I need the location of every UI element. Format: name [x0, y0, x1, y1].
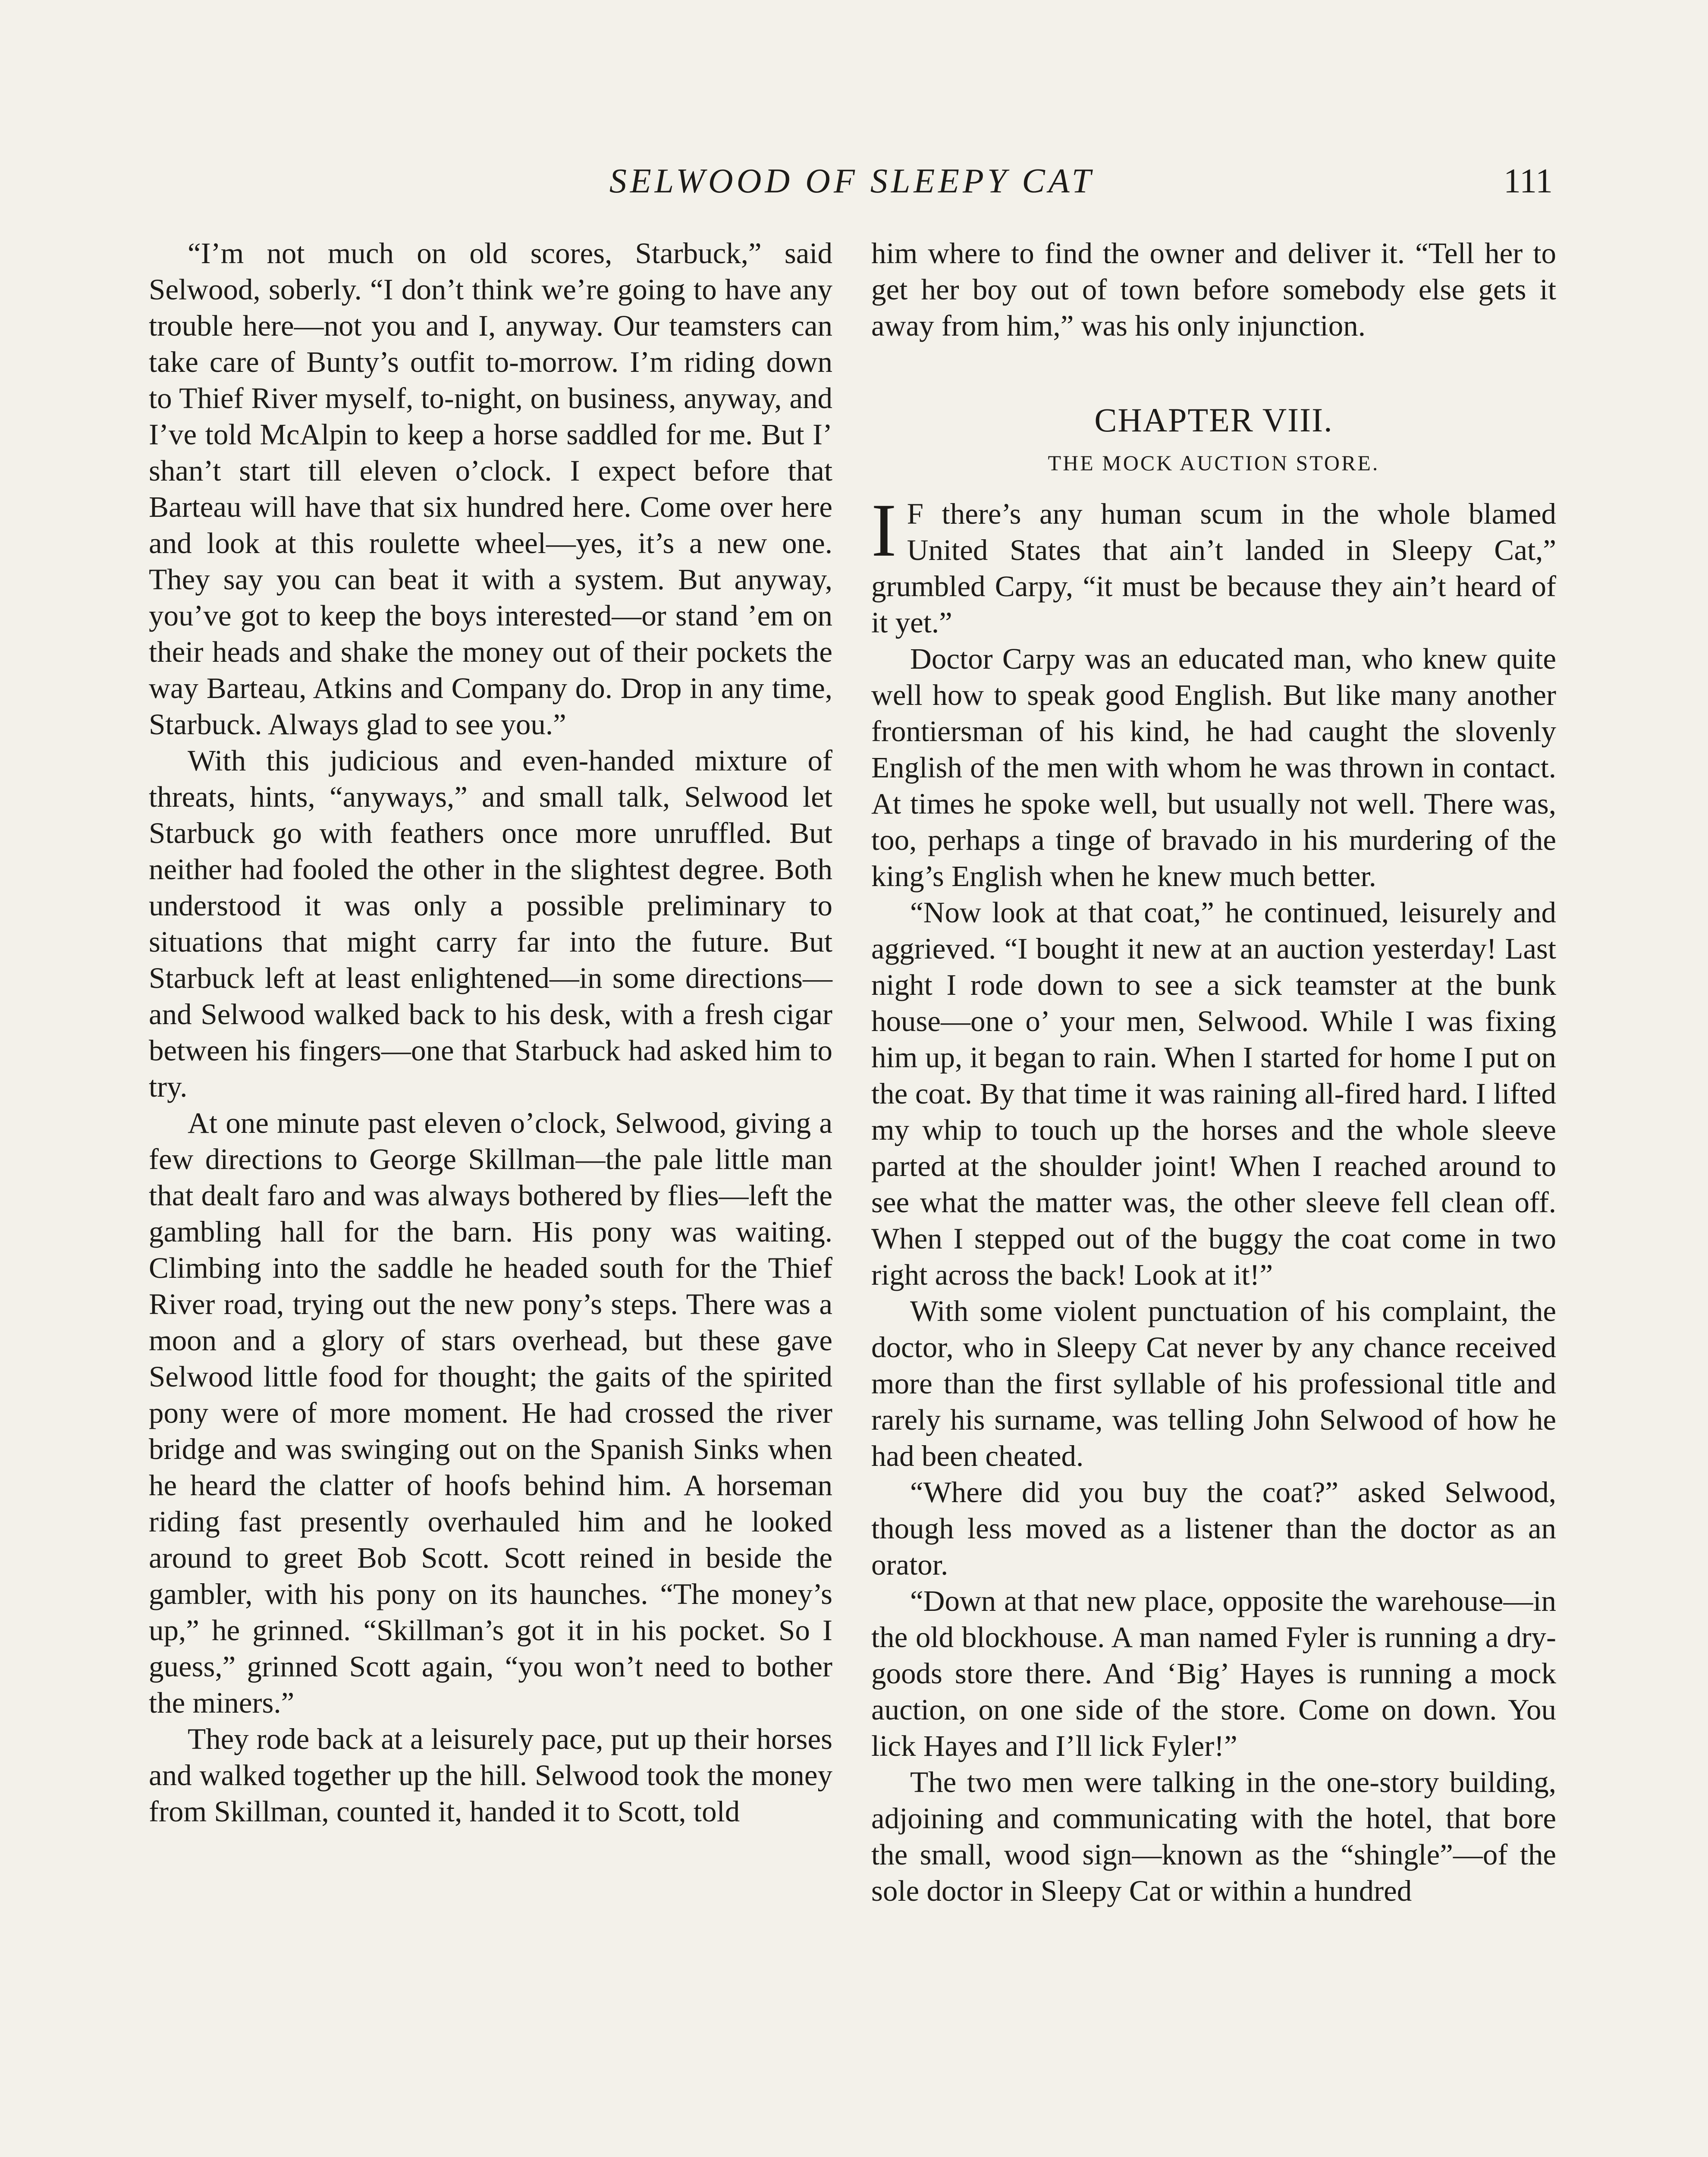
drop-cap: I — [871, 488, 897, 572]
chapter-title: CHAPTER VIII. — [1094, 401, 1333, 439]
paragraph: At one minute past eleven o’clock, Selwood, giving a few directions to George Skillman—the pale little man that dealt faro and was always bothered by flies—left the gambling hall for the barn. His pony was waiting. Climbing into the saddle he headed south for the Thief River road, trying out the new pony’s steps. There was a moon and a glory of stars overhead, but these gave Selwood little food for thought; the gaits of the spirited pony were of more moment. He had crossed the river bridge and was swinging out on the Spanish Sinks when he heard the clatter of hoofs behind him. A horseman riding fast presently overhauled him and he looked around to greet Bob Scott. Scott reined in beside the gambler, with his pony on its haunches. “The money’s up,” he grinned. “Skillman’s got it in his pocket. So I guess,” grinned Scott again, “you won’t need to bother the miners.” — [149, 1107, 832, 1719]
chapter-opening-text: F there’s any human scum in the whole blamed United States that ain’t landed in Sleepy Cat,” grumbled Carpy, “it must be because they ain’t heard of it yet.” — [871, 497, 1556, 639]
paragraph: They rode back at a leisurely pace, put up their horses and walked together up the hill. Selwood took the money from Skillman, counted it, handed it to Scott, told — [149, 1723, 832, 1828]
paragraph: With some violent punctuation of his complaint, the doctor, who in Sleepy Cat never by any chance received more than the first syllable of his professional title and rarely his surname, was telling John Selwood of how he had been cheated. — [871, 1295, 1556, 1472]
paragraph: Doctor Carpy was an educated man, who knew quite well how to speak good English. But like many another frontiersman of his kind, he had caught the slovenly English of the men with whom he was thrown in contact. At times he spoke well, but usually not well. There was, too, perhaps a tinge of bravado in his murdering of the king’s English when he knew much better. — [871, 642, 1556, 893]
left-column — [149, 235, 832, 1830]
paragraph-continuation: him where to find the owner and deliver it. “Tell her to get her boy out of town before somebody else gets it away from him,” was his only injunction. — [871, 237, 1556, 342]
running-title: SELWOOD OF SLEEPY CAT — [609, 162, 1095, 200]
paragraph: The two men were talking in the one-story building, adjoining and communicating with the hotel, that bore the small, wood sign—known as the “shingle”—of the sole doctor in Sleepy Cat or within a hundred — [871, 1766, 1556, 1907]
paragraph: “Where did you buy the coat?” asked Selwood, though less moved as a listener than the doctor as an orator. — [871, 1476, 1556, 1581]
right-column — [871, 235, 1556, 1909]
chapter-subtitle: THE MOCK AUCTION STORE. — [1048, 451, 1380, 475]
chapter-opening-paragraph — [871, 488, 1556, 641]
paragraph: “Down at that new place, opposite the warehouse—in the old blockhouse. A man named Fyler is running a dry-goods store there. And ‘Big’ Hayes is running a mock auction, on one side of the store. Come on down. You lick Hayes and I’ll lick Fyler!” — [871, 1585, 1556, 1762]
paragraph: “Now look at that coat,” he continued, leisurely and aggrieved. “I bought it new at an auction yesterday! Last night I rode down to see a sick teamster at the bunk house—one o’ your men, Selwood. While I was fixing him up, it began to rain. When I started for home I put on the coat. By that time it was raining all-fired hard. I lifted my whip to touch up the horses and the whole sleeve parted at the shoulder joint! When I reached around to see what the matter was, the other sleeve fell clean off. When I stepped out of the buggy the coat come in two right across the back! Look at it!” — [871, 896, 1556, 1291]
paragraph: With this judicious and even-handed mixture of threats, hints, “anyways,” and small talk, Selwood let Starbuck go with feathers once more unruffled. But neither had fooled the other in the slightest degree. Both understood it was only a possible preliminary to situations that might carry far into the future. But Starbuck left at least enlightened—in some directions—and Selwood walked back to his desk, with a fresh cigar between his fingers—one that Starbuck had asked him to try. — [149, 744, 832, 1103]
running-head — [0, 155, 1708, 207]
page-number: 111 — [1503, 162, 1553, 200]
paragraph: “I’m not much on old scores, Starbuck,” said Selwood, soberly. “I don’t think we’re going to have any trouble here—not you and I, anyway. Our teamsters can take care of Bunty’s outfit to-morrow. I’m riding down to Thief River myself, to-night, on business, anyway, and I’ve told McAlpin to keep a horse saddled for me. But I’ shan’t start till eleven o’clock. I expect before that Barteau will have that six hundred here. Come over here and look at this roulette wheel—yes, it’s a new one. They say you can beat it with a system. But anyway, you’ve got to keep the boys interested—or stand ’em on their heads and shake the money out of their pockets the way Barteau, Atkins and Company do. Drop in any time, Starbuck. Always glad to see you.” — [149, 237, 832, 741]
